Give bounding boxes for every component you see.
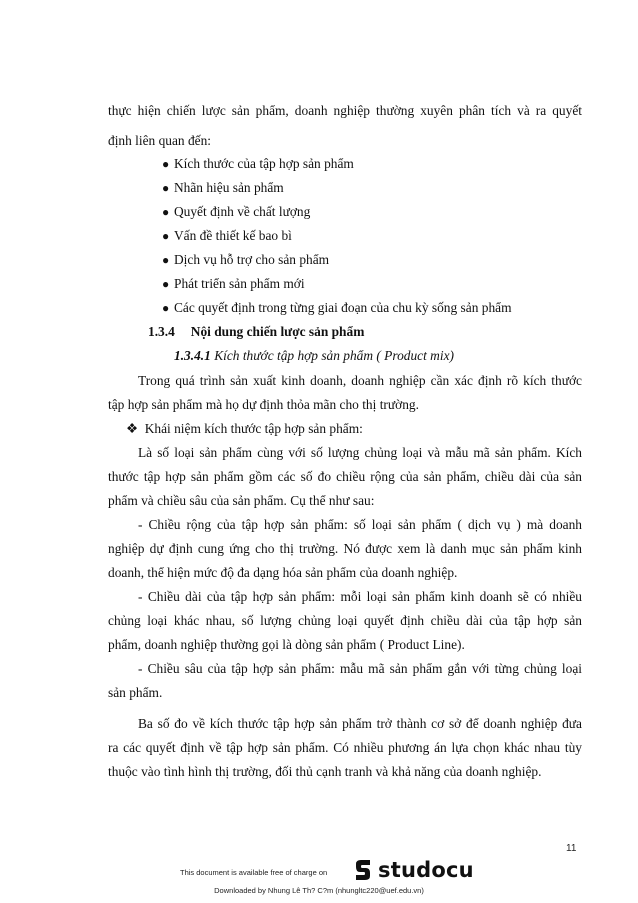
page-number: 11	[566, 843, 577, 854]
studocu-wordmark: studocu	[378, 858, 474, 882]
section-title: Nội dung chiến lược sản phẩm	[190, 324, 365, 339]
footer-download-text: Downloaded by Nhung Lê Th? C?m (nhungltc220@uef.edu.vn)	[214, 886, 424, 895]
paragraph-line: chủng loại khác nhau, số lượng chủng loại quyết định chiều dài của tập hợp sản	[108, 613, 582, 628]
paragraph-line: sản phẩm.	[108, 685, 163, 700]
section-heading	[148, 324, 364, 340]
paragraph-line: thuộc vào tình hình thị trường, đối thủ cạnh tranh và khả năng của doanh nghiệp.	[108, 764, 542, 779]
studocu-logo[interactable]	[352, 856, 474, 884]
paragraph-line: ra các quyết định về tập hợp sản phẩm. Có nhiều phương án lựa chọn khác nhau tùy	[108, 740, 582, 755]
paragraph-line: doanh, thể hiện mức độ đa dạng hóa sản phẩm của doanh nghiệp.	[108, 565, 458, 580]
bullet-icon: ●	[162, 205, 170, 219]
list-item: ● Các quyết định trong từng giai đoạn của chu kỳ sống sản phẩm	[162, 300, 512, 315]
footer-availability-text: This document is available free of charge on	[180, 868, 328, 877]
paragraph-line: phẩm và chiều sâu của sản phẩm. Cụ thể như sau:	[108, 493, 375, 508]
list-item: ● Vấn đề thiết kế bao bì	[162, 228, 292, 243]
paragraph-line: thực hiện chiến lược sản phẩm, doanh nghiệp thường xuyên phân tích và ra quyết	[108, 103, 582, 118]
list-item: ● Kích thước của tập hợp sản phẩm	[162, 156, 354, 171]
subsection-number: 1.3.4.1	[174, 348, 211, 363]
paragraph-line: Trong quá trình sản xuất kinh doanh, doanh nghiệp cần xác định rõ kích thước	[138, 373, 582, 388]
paragraph-line: tập hợp sản phẩm mà họ dự định thỏa mãn cho thị trường.	[108, 397, 419, 412]
list-item: ● Phát triển sản phẩm mới	[162, 276, 305, 291]
list-item: ● Dịch vụ hỗ trợ cho sản phẩm	[162, 252, 330, 267]
paragraph-line: phẩm, doanh nghiệp thường gọi là dòng sản phẩm ( Product Line).	[108, 637, 465, 652]
diamond-bullet-icon: ❖	[126, 421, 139, 436]
paragraph-line: - Chiều rộng của tập hợp sản phẩm: số loại sản phẩm ( dịch vụ ) mà doanh	[138, 517, 582, 532]
bullet-icon: ●	[162, 277, 170, 291]
list-item: ● Quyết định về chất lượng	[162, 204, 311, 219]
bullet-icon: ●	[162, 229, 170, 243]
paragraph-line: - Chiều sâu của tập hợp sản phẩm: mẫu mã sản phẩm gắn với từng chủng loại	[138, 661, 582, 676]
section-number: 1.3.4	[148, 324, 175, 339]
studocu-logo-icon	[352, 858, 374, 882]
bullet-icon: ●	[162, 253, 170, 267]
subsection-title: Kích thước tập hợp sản phẩm ( Product mix)	[214, 348, 454, 363]
paragraph-line: Là số loại sản phẩm cùng với số lượng chủng loại và mẫu mã sản phẩm. Kích	[138, 445, 582, 460]
bullet-icon: ●	[162, 301, 170, 315]
bullet-icon: ●	[162, 181, 170, 195]
paragraph-line: - Chiều dài của tập hợp sản phẩm: mỗi loại sản phẩm kinh doanh sẽ có nhiều	[138, 589, 582, 604]
paragraph-line: Ba số đo về kích thước tập hợp sản phẩm trở thành cơ sở để doanh nghiệp đưa	[138, 716, 582, 731]
bullet-icon: ●	[162, 157, 170, 171]
subsection-heading	[174, 348, 454, 364]
paragraph-line: thước tập hợp sản phẩm gồm các số đo chiều rộng của sản phẩm, chiều dài của sản	[108, 469, 582, 484]
paragraph-line: định liên quan đến:	[108, 133, 212, 148]
list-item: ● Nhãn hiệu sản phẩm	[162, 180, 284, 195]
concept-heading: ❖ Khái niệm kích thước tập hợp sản phẩm:	[126, 421, 363, 436]
paragraph-line: nghiệp dự định cung ứng cho thị trường. Nó được xem là danh mục sản phẩm kinh	[108, 541, 582, 556]
